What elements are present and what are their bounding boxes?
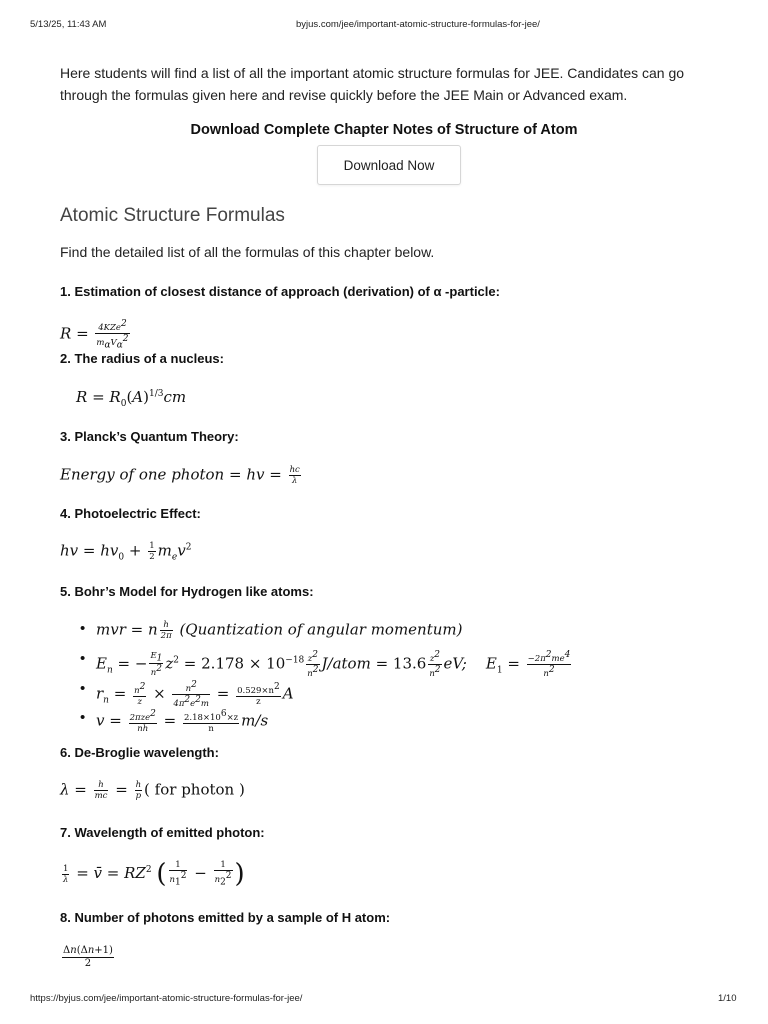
bullet-2: •: [80, 650, 86, 667]
planck-label: Energy of one photon: [60, 465, 225, 484]
energy-unit-joule: J/atom: [321, 654, 371, 673]
velocity-const: 2.18×10: [183, 712, 221, 723]
formula-bohr-velocity: v = $\frac{2\pi ze^2}{nh}$ = $\frac{2.18\times 10^6\times z}{n}$ m/s: [96, 709, 269, 734]
print-datetime: 5/13/25, 11:43 AM: [30, 19, 107, 30]
formula-heading-3: 3. Planck’s Quantum Theory:: [60, 429, 239, 444]
formula-heading-2: 2. The radius of a nucleus:: [60, 351, 224, 366]
formula-bohr-energy: $E_n$ = − $\frac{E_1}{n^2}$ $z^2 = 2.178 \times 10^{-18}$ $\frac{z^2}{n^2}$ J/atom = 13.6 $\frac{z^2}{n^2}$ eV; $E_1$ = $\frac{-2\pi^2me^4}{n^2}$: [96, 650, 571, 679]
formula-emitted-wavelength: $\frac{1}{\lambda}$ = v̄ = $RZ^2$ ( $\frac{1}{n_1^2}$ − $\frac{1}{n_2^2}$ ): [63, 859, 245, 889]
energy-unit-ev: eV;: [443, 654, 467, 673]
intro-paragraph: Here students will find a list of all the important atomic structure formulas for JEE. Candidates can go through the formulas given here and revise quickly before the JEE Main or Advanced exam.: [60, 65, 685, 103]
energy-exp: −18: [285, 655, 305, 666]
radius-unit: A: [282, 684, 294, 703]
print-page-number: 1/10: [718, 993, 737, 1004]
formula-de-broglie: λ = $\frac{h}{mc}$ = $\frac{h}{p}$ ( for photon ): [60, 780, 245, 801]
formula-heading-8: 8. Number of photons emitted by a sample of H atom:: [60, 910, 391, 925]
bullet-3: •: [80, 680, 86, 697]
formula-nucleus-radius: $R = R_0(A)^{1/3}cm$: [76, 388, 187, 409]
formula-photon-count: $\frac{\Delta n(\Delta n+1)}{2}$: [63, 945, 113, 969]
formula-photoelectric: hv = $hv_0$ + $\frac{1}{2}$ $m_ev^2$: [60, 541, 192, 563]
radius-const: 0.529: [237, 685, 262, 696]
bohr-quant-label: (Quantization of angular momentum): [179, 620, 463, 639]
formula-planck: Energy of one photon = hv = $\frac{hc}{\lambda}$: [60, 465, 300, 486]
energy-const: 2.178 × 10: [201, 654, 286, 673]
formula-heading-7: 7. Wavelength of emitted photon:: [60, 825, 265, 840]
download-title: Download Complete Chapter Notes of Structure of Atom: [190, 122, 578, 138]
formula-heading-6: 6. De-Broglie wavelength:: [60, 745, 219, 760]
print-url: byjus.com/jee/important-atomic-structure-formulas-for-jee/: [296, 19, 540, 30]
formula-closest-approach: R = $\frac{4KZe^2}{m_\alpha V_\alpha^2}$: [60, 319, 129, 351]
energy-const-ev: 13.6: [392, 654, 427, 673]
formula-heading-1: 1. Estimation of closest distance of approach (derivation) of α -particle:: [60, 284, 500, 299]
formula-bohr-radius: $r_n$ = $\frac{n^2}{z}$ × $\frac{n^2}{4\pi^2e^2m}$ = $\frac{0.529\times n^2}{z}$ A: [96, 680, 294, 709]
velocity-unit: m/s: [241, 711, 269, 730]
formula-heading-5: 5. Bohr’s Model for Hydrogen like atoms:: [60, 584, 314, 599]
formula-bohr-quantization: mvr = n $\frac{h}{2\pi}$ (Quantization of angular momentum): [96, 620, 463, 641]
de-broglie-note: ( for photon ): [144, 780, 245, 799]
bullet-1: •: [80, 620, 86, 637]
section-title: Atomic Structure Formulas: [60, 205, 285, 226]
print-footer-url: https://byjus.com/jee/important-atomic-structure-formulas-for-jee/: [30, 993, 303, 1004]
download-now-button[interactable]: Download Now: [317, 145, 461, 185]
bullet-4: •: [80, 709, 86, 726]
formula-heading-4: 4. Photoelectric Effect:: [60, 506, 201, 521]
section-lead: Find the detailed list of all the formulas of this chapter below.: [60, 244, 435, 260]
